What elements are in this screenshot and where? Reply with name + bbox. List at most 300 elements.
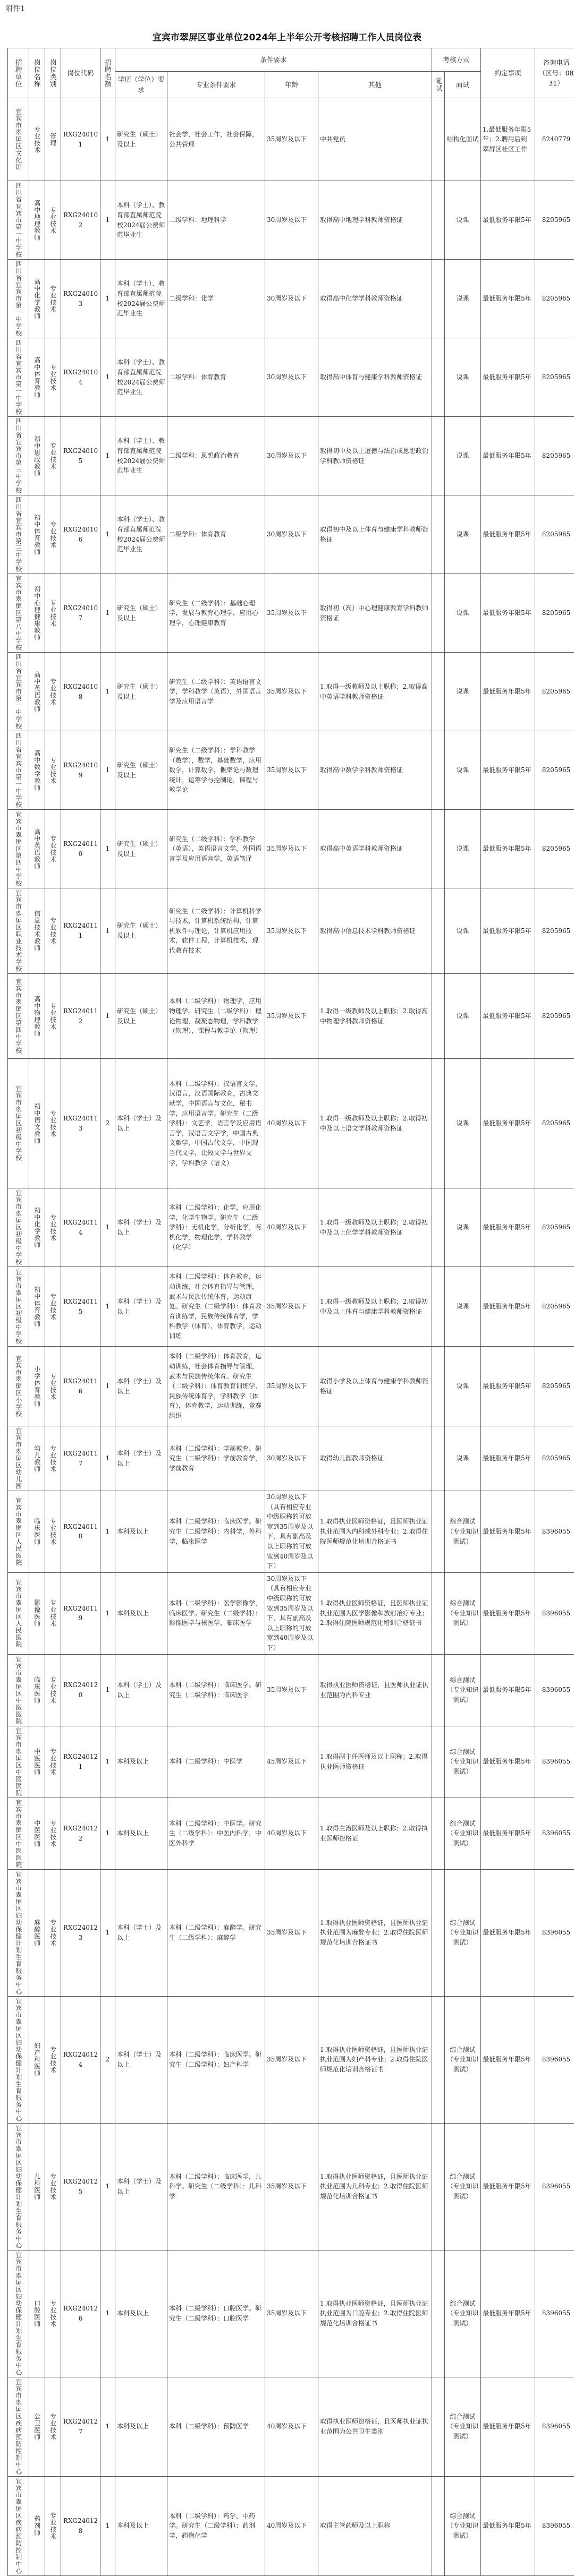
position-code-cell: RXG240101 bbox=[61, 98, 100, 181]
position-name-cell: 中医医师 bbox=[29, 1726, 45, 1798]
unit-cell: 宜宾市翠屏区小学校 bbox=[8, 1347, 29, 1426]
interview-cell: 综合测试（专业知识测试） bbox=[445, 2377, 481, 2476]
table-row bbox=[8, 1426, 574, 1491]
interview-cell: 说课 bbox=[445, 1188, 481, 1267]
education-cell: 本科（学士）、教育部直属师范院校2024届公费师范毕业生 bbox=[115, 181, 167, 260]
unit-cell: 宜宾市翠屏区人民医院 bbox=[8, 1572, 29, 1654]
education-cell: 本科及以上 bbox=[115, 2377, 167, 2476]
major-cell: 本科（二级学科）：体育教育，运动训练，社会体育指导与管理，武术与民族传统体育，运动康复。研究生（二级学科）：体育教育训练学，民族传统体育学，学科教学（体育），体育教学，运动训练 bbox=[167, 1267, 265, 1347]
interview-cell: 综合测试（专业知识测试） bbox=[445, 1726, 481, 1798]
agreement-cell: 1.最低服务年限5年；2.聘用后到翠屏区社区工作 bbox=[481, 98, 535, 181]
written-cell bbox=[432, 1426, 445, 1491]
header-agreement: 约定事项 bbox=[481, 48, 535, 98]
position-type-cell: 专业技术 bbox=[45, 260, 61, 338]
education-cell: 研究生（硕士）及以上 bbox=[115, 810, 167, 888]
phone-cell: 8205965 bbox=[535, 574, 574, 653]
position-code-cell: RXG240119 bbox=[61, 1572, 100, 1654]
written-cell bbox=[432, 260, 445, 338]
phone-cell: 8396055 bbox=[535, 1654, 574, 1726]
position-name-cell: 麻醉医师 bbox=[29, 1869, 45, 1996]
header-quota: 招聘名额 bbox=[100, 48, 115, 98]
quota-cell: 1 bbox=[100, 1726, 115, 1798]
agreement-cell: 最低服务年限5年 bbox=[481, 1654, 535, 1726]
table-row bbox=[8, 1188, 574, 1267]
education-cell: 本科及以上 bbox=[115, 1491, 167, 1573]
written-cell bbox=[432, 1267, 445, 1347]
quota-cell: 1 bbox=[100, 417, 115, 495]
major-cell: 研究生（二级学科）：计算机科学与技术，计算机系统结构，计算机软件与理论，计算机应用技术，软件工程，计算机技术，现代教育技术 bbox=[167, 888, 265, 974]
table-row bbox=[8, 260, 574, 338]
interview-cell: 说课 bbox=[445, 417, 481, 495]
position-name-cell: 初中思政教师 bbox=[29, 417, 45, 495]
position-code-cell: RXG240111 bbox=[61, 888, 100, 974]
agreement-cell: 最低服务年限5年 bbox=[481, 260, 535, 338]
position-name-cell: 幼儿教师 bbox=[29, 1426, 45, 1491]
written-cell bbox=[432, 574, 445, 653]
education-cell: 本科（学士）及以上 bbox=[115, 1869, 167, 1996]
position-name-cell: 药剂师 bbox=[29, 2476, 45, 2575]
header-position-code: 岗位代码 bbox=[61, 48, 100, 98]
written-cell bbox=[432, 2377, 445, 2476]
agreement-cell: 最低服务年限5年 bbox=[481, 1869, 535, 1996]
major-cell: 本科（二级学科）：化学，应用化学，化学生物学。研究生（二级学科）：无机化学，分析化学，有机化学，物理化学，学科教学（化学） bbox=[167, 1188, 265, 1267]
major-cell: 本科（二级学科）：临床医学。研究生（二级学科）：内科学，外科学，临床医学 bbox=[167, 1491, 265, 1573]
age-cell: 30周岁及以下（具有相应专业中级职称的可放宽到35周岁及以下，具有副高及以上职称的可放宽到40周岁及以下） bbox=[265, 1572, 318, 1654]
position-code-cell: RXG240103 bbox=[61, 260, 100, 338]
age-cell: 35周岁及以下 bbox=[265, 653, 318, 731]
education-cell: 本科（学士）及以上 bbox=[115, 1654, 167, 1726]
position-type-cell: 专业技术 bbox=[45, 338, 61, 417]
age-cell: 40周岁及以下 bbox=[265, 1059, 318, 1188]
position-name-cell: 高中地理教师 bbox=[29, 181, 45, 260]
position-type-cell: 专业技术 bbox=[45, 1572, 61, 1654]
phone-cell: 8205965 bbox=[535, 495, 574, 574]
unit-cell: 宜宾市翠屏区幼儿园 bbox=[8, 1426, 29, 1491]
header-position-type: 岗位类别 bbox=[45, 48, 61, 98]
phone-cell: 8396055 bbox=[535, 1869, 574, 1996]
position-type-cell: 专业技术 bbox=[45, 1059, 61, 1188]
position-name-cell: 初中体育教师 bbox=[29, 495, 45, 574]
table-row bbox=[8, 1572, 574, 1654]
interview-cell: 综合测试（专业知识测试） bbox=[445, 1654, 481, 1726]
other-cell: 1.取得一级教师及以上职称；2.取得高中英语学科教师资格证 bbox=[318, 653, 432, 731]
position-code-cell: RXG240115 bbox=[61, 1267, 100, 1347]
position-code-cell: RXG240107 bbox=[61, 574, 100, 653]
agreement-cell: 最低服务年限5年 bbox=[481, 2250, 535, 2377]
agreement-cell: 最低服务年限5年 bbox=[481, 1188, 535, 1267]
position-name-cell: 妇产科医师 bbox=[29, 1996, 45, 2123]
position-type-cell: 管理 bbox=[45, 98, 61, 181]
agreement-cell: 最低服务年限5年 bbox=[481, 1267, 535, 1347]
age-cell: 35周岁及以下 bbox=[265, 1996, 318, 2123]
age-cell: 35周岁及以下 bbox=[265, 810, 318, 888]
major-cell: 本科（二级学科）：药学，中药学。研究生（二级学科）：药剂学，药物化学 bbox=[167, 2476, 265, 2575]
major-cell: 本科（二级学科）：中医学。研究生（二级学科）：中医内科学，中医外科学 bbox=[167, 1798, 265, 1869]
table-row bbox=[8, 1996, 574, 2123]
position-type-cell: 专业技术 bbox=[45, 1726, 61, 1798]
table-row bbox=[8, 2250, 574, 2377]
unit-cell: 宜宾市翠屏区人民医院 bbox=[8, 1491, 29, 1573]
education-cell: 研究生（硕士）及以上 bbox=[115, 974, 167, 1059]
position-name-cell: 公卫医师 bbox=[29, 2377, 45, 2476]
phone-cell: 8205965 bbox=[535, 1188, 574, 1267]
unit-cell: 四川省宜宾市第一中学校 bbox=[8, 653, 29, 731]
major-cell: 本科（二级学科）：汉语言文学，汉语言，汉语国际教育，古典文献学，中国语言与文化，秘书学，应用语言学。研究生（二级学科）：文艺学，语言学及应用语言学，汉语言文字学，中国古典文献学，中国古代文学，中国现当代文学，比较文学与世界文学，学科教学（语文） bbox=[167, 1059, 265, 1188]
interview-cell: 说课 bbox=[445, 974, 481, 1059]
phone-cell: 8396055 bbox=[535, 1996, 574, 2123]
position-name-cell: 初中语文教师 bbox=[29, 1059, 45, 1188]
position-type-cell: 专业技术 bbox=[45, 2250, 61, 2377]
written-cell bbox=[432, 810, 445, 888]
interview-cell: 综合测试（专业知识测试） bbox=[445, 2476, 481, 2575]
education-cell: 本科（学士）及以上 bbox=[115, 1267, 167, 1347]
table-row bbox=[8, 731, 574, 810]
quota-cell: 1 bbox=[100, 181, 115, 260]
position-table bbox=[7, 48, 574, 2576]
unit-cell: 宜宾市翠屏区妇幼保健计划生育服务中心 bbox=[8, 1869, 29, 1996]
position-code-cell: RXG240123 bbox=[61, 1869, 100, 1996]
agreement-cell: 最低服务年限5年 bbox=[481, 1798, 535, 1869]
major-cell: 社会学，社会工作，社会保障，公共管理 bbox=[167, 98, 265, 181]
interview-cell: 说课 bbox=[445, 888, 481, 974]
table-row bbox=[8, 495, 574, 574]
age-cell: 35周岁及以下 bbox=[265, 1869, 318, 1996]
position-type-cell: 专业技术 bbox=[45, 1188, 61, 1267]
education-cell: 本科（学士）、教育部直属师范院校2024届公费师范毕业生 bbox=[115, 495, 167, 574]
major-cell: 二级学科：思想政治教育 bbox=[167, 417, 265, 495]
major-cell: 研究生（二级学科）：学科教学（数学），数学，基础数学，应用数学，计算数学，概率论与数理统计，运筹学与控制论，课程与教学论 bbox=[167, 731, 265, 810]
quota-cell: 2 bbox=[100, 1996, 115, 2123]
unit-cell: 宜宾市翠屏区妇幼保健计划生育服务中心 bbox=[8, 2250, 29, 2377]
header-education: 学历（学位）要求 bbox=[115, 72, 167, 98]
position-type-cell: 专业技术 bbox=[45, 1347, 61, 1426]
phone-cell: 8205965 bbox=[535, 653, 574, 731]
phone-cell: 8205965 bbox=[535, 417, 574, 495]
unit-cell: 宜宾市翠屏区第四中学校 bbox=[8, 810, 29, 888]
position-code-cell: RXG240121 bbox=[61, 1726, 100, 1798]
unit-cell: 四川省宜宾市第一中学校 bbox=[8, 338, 29, 417]
phone-cell: 8205965 bbox=[535, 810, 574, 888]
education-cell: 本科（学士）及以上 bbox=[115, 1996, 167, 2123]
table-row bbox=[8, 810, 574, 888]
age-cell: 35周岁及以下 bbox=[265, 974, 318, 1059]
agreement-cell: 最低服务年限5年 bbox=[481, 2123, 535, 2250]
major-cell: 二级学科：体育教育 bbox=[167, 338, 265, 417]
position-name-cell: 初中体育教师 bbox=[29, 1267, 45, 1347]
quota-cell: 1 bbox=[100, 2123, 115, 2250]
major-cell: 二级学科：化学 bbox=[167, 260, 265, 338]
table-row bbox=[8, 974, 574, 1059]
phone-cell: 8396055 bbox=[535, 2377, 574, 2476]
table-row bbox=[8, 2123, 574, 2250]
position-type-cell: 专业技术 bbox=[45, 1267, 61, 1347]
agreement-cell: 最低服务年限5年 bbox=[481, 1996, 535, 2123]
major-cell: 本科（二级学科）：中医学 bbox=[167, 1726, 265, 1798]
other-cell: 取得执业医师资格证，且医师执业证执业范围为公共卫生类别 bbox=[318, 2377, 432, 2476]
header-exam-method: 考核方式 bbox=[432, 48, 481, 72]
other-cell: 取得高中地理学科教师资格证 bbox=[318, 181, 432, 260]
header-major: 专业条件要求 bbox=[167, 72, 265, 98]
education-cell: 本科（学士）及以上 bbox=[115, 1347, 167, 1426]
phone-cell: 8396055 bbox=[535, 1726, 574, 1798]
major-cell: 研究生（二级学科）：学科教学（英语），英语语言文学，外国语言学及应用语言学，英语笔译 bbox=[167, 810, 265, 888]
position-code-cell: RXG240102 bbox=[61, 181, 100, 260]
phone-cell: 8205965 bbox=[535, 260, 574, 338]
unit-cell: 四川省宜宾市第三中学校 bbox=[8, 417, 29, 495]
unit-cell: 宜宾市翠屏区初级中学校 bbox=[8, 1059, 29, 1188]
interview-cell: 说课 bbox=[445, 181, 481, 260]
written-cell bbox=[432, 1726, 445, 1798]
table-row bbox=[8, 1059, 574, 1188]
major-cell: 本科（二级学科）：麻醉学。研究生（二级学科）：麻醉学 bbox=[167, 1869, 265, 1996]
interview-cell: 说课 bbox=[445, 731, 481, 810]
written-cell bbox=[432, 2250, 445, 2377]
position-type-cell: 专业技术 bbox=[45, 731, 61, 810]
education-cell: 研究生（硕士）及以上 bbox=[115, 574, 167, 653]
position-name-cell: 高中化学教师 bbox=[29, 260, 45, 338]
position-type-cell: 专业技术 bbox=[45, 974, 61, 1059]
education-cell: 本科（学士）及以上 bbox=[115, 1188, 167, 1267]
quota-cell: 1 bbox=[100, 653, 115, 731]
major-cell: 本科（二级学科）：物理学，应用物理学。研究生（二级学科）：理论物理，凝聚态物理，学科教学（物理），课程与教学论（物理） bbox=[167, 974, 265, 1059]
interview-cell: 综合测试（专业知识测试） bbox=[445, 1798, 481, 1869]
age-cell: 35周岁及以下 bbox=[265, 731, 318, 810]
phone-cell: 8396055 bbox=[535, 2250, 574, 2377]
agreement-cell: 最低服务年限5年 bbox=[481, 653, 535, 731]
position-code-cell: RXG240109 bbox=[61, 731, 100, 810]
written-cell bbox=[432, 1996, 445, 2123]
education-cell: 本科及以上 bbox=[115, 1572, 167, 1654]
other-cell: 1.取得主治医师及以上职称；2.取得执业医师资格证 bbox=[318, 1798, 432, 1869]
other-cell: 1.取得执业医师资格证，且医师执业证执业范围为口腔专业；2.取得住院医师规范化培训合格证书 bbox=[318, 2250, 432, 2377]
other-cell: 1.取得执业医师资格证，且医师执业证执业范围为麻醉专业；2.取得住院医师规范化培训合格证书 bbox=[318, 1869, 432, 1996]
unit-cell: 宜宾市翠屏区第八中学校 bbox=[8, 574, 29, 653]
interview-cell: 说课 bbox=[445, 1347, 481, 1426]
other-cell: 取得初中及以上体育与健康学科教师资格证 bbox=[318, 495, 432, 574]
interview-cell: 综合测试（专业知识测试） bbox=[445, 1572, 481, 1654]
written-cell bbox=[432, 1654, 445, 1726]
interview-cell: 综合测试（专业知识测试） bbox=[445, 2123, 481, 2250]
other-cell: 取得幼儿园教师资格证 bbox=[318, 1426, 432, 1491]
position-name-cell: 高中英语教师 bbox=[29, 810, 45, 888]
header-age: 年龄 bbox=[265, 72, 318, 98]
interview-cell: 综合测试（专业知识测试） bbox=[445, 1869, 481, 1996]
position-code-cell: RXG240110 bbox=[61, 810, 100, 888]
written-cell bbox=[432, 1572, 445, 1654]
table-row bbox=[8, 1267, 574, 1347]
position-code-cell: RXG240105 bbox=[61, 417, 100, 495]
major-cell: 本科（二级学科）：临床医学。研究生（二级学科）：妇产科学 bbox=[167, 1996, 265, 2123]
age-cell: 35周岁及以下 bbox=[265, 98, 318, 181]
position-type-cell: 专业技术 bbox=[45, 417, 61, 495]
position-type-cell: 专业技术 bbox=[45, 1869, 61, 1996]
table-row bbox=[8, 338, 574, 417]
header-unit: 招聘单位 bbox=[8, 48, 29, 98]
agreement-cell: 最低服务年限5年 bbox=[481, 888, 535, 974]
quota-cell: 1 bbox=[100, 1654, 115, 1726]
agreement-cell: 最低服务年限5年 bbox=[481, 1491, 535, 1573]
position-name-cell: 高中英语教师 bbox=[29, 653, 45, 731]
interview-cell: 说课 bbox=[445, 653, 481, 731]
position-type-cell: 专业技术 bbox=[45, 888, 61, 974]
age-cell: 40周岁及以下 bbox=[265, 1188, 318, 1267]
education-cell: 本科及以上 bbox=[115, 2476, 167, 2575]
other-cell: 1.取得执业医师资格证，且医师执业证执业范围为内科或外科专业；2.取得住院医师规范化培训合格证书 bbox=[318, 1491, 432, 1573]
other-cell: 1.取得执业医师资格证，且医师执业证执业范围为儿科专业；2.取得住院医师规范化培训合格证书 bbox=[318, 2123, 432, 2250]
table-row bbox=[8, 1726, 574, 1798]
interview-cell: 说课 bbox=[445, 1059, 481, 1188]
age-cell: 30周岁及以下 bbox=[265, 338, 318, 417]
table-row bbox=[8, 98, 574, 181]
quota-cell: 1 bbox=[100, 1572, 115, 1654]
agreement-cell: 最低服务年限5年 bbox=[481, 574, 535, 653]
other-cell: 1.取得一级教师及以上职称；2.取得高中物理学科教师资格证 bbox=[318, 974, 432, 1059]
phone-cell: 8205965 bbox=[535, 1426, 574, 1491]
other-cell: 中共党员 bbox=[318, 98, 432, 181]
education-cell: 本科（学士）及以上 bbox=[115, 2123, 167, 2250]
phone-cell: 8205965 bbox=[535, 338, 574, 417]
position-type-cell: 专业技术 bbox=[45, 1996, 61, 2123]
quota-cell: 1 bbox=[100, 810, 115, 888]
position-code-cell: RXG240114 bbox=[61, 1188, 100, 1267]
position-type-cell: 专业技术 bbox=[45, 1798, 61, 1869]
position-code-cell: RXG240118 bbox=[61, 1491, 100, 1573]
position-type-cell: 专业技术 bbox=[45, 2123, 61, 2250]
position-name-cell: 临床医师 bbox=[29, 1654, 45, 1726]
age-cell: 30周岁及以下 bbox=[265, 417, 318, 495]
other-cell: 取得高中化学学科教师资格证 bbox=[318, 260, 432, 338]
unit-cell: 宜宾市翠屏区职业技术学校 bbox=[8, 888, 29, 974]
attachment-label: 附件1 bbox=[5, 3, 25, 14]
other-cell: 取得高中信息技术学科教师资格证 bbox=[318, 888, 432, 974]
position-type-cell: 专业技术 bbox=[45, 1426, 61, 1491]
education-cell: 研究生（硕士）及以上 bbox=[115, 888, 167, 974]
age-cell: 30周岁及以下（具有相应专业中级职称的可放宽到35周岁及以下，具有副高及以上职称的可放宽到40周岁及以下） bbox=[265, 1491, 318, 1573]
agreement-cell: 最低服务年限5年 bbox=[481, 1347, 535, 1426]
position-type-cell: 专业技术 bbox=[45, 810, 61, 888]
age-cell: 35周岁及以下 bbox=[265, 1654, 318, 1726]
major-cell: 本科（二级学科）：临床医学，儿科学。研究生（二级学科）：儿科学 bbox=[167, 2123, 265, 2250]
phone-cell: 8396055 bbox=[535, 1572, 574, 1654]
table-row bbox=[8, 1654, 574, 1726]
position-type-cell: 专业技术 bbox=[45, 2377, 61, 2476]
table-row bbox=[8, 2476, 574, 2575]
agreement-cell: 最低服务年限5年 bbox=[481, 417, 535, 495]
quota-cell: 1 bbox=[100, 888, 115, 974]
quota-cell: 1 bbox=[100, 260, 115, 338]
other-cell: 1.取得副主任医师及以上职称；2.取得执业医师资格证 bbox=[318, 1726, 432, 1798]
quota-cell: 1 bbox=[100, 1426, 115, 1491]
position-code-cell: RXG240128 bbox=[61, 2476, 100, 2575]
position-code-cell: RXG240120 bbox=[61, 1654, 100, 1726]
written-cell bbox=[432, 98, 445, 181]
position-rows bbox=[8, 98, 574, 2576]
agreement-cell: 最低服务年限5年 bbox=[481, 1426, 535, 1491]
agreement-cell: 最低服务年限5年 bbox=[481, 974, 535, 1059]
position-name-cell: 口腔医师 bbox=[29, 2250, 45, 2377]
written-cell bbox=[432, 1188, 445, 1267]
other-cell: 取得初中及以上道德与法治或思想政治学科教师资格证 bbox=[318, 417, 432, 495]
other-cell: 1.取得一级教师及以上职称；2.取得初中及以上体育与健康学科教师资格证 bbox=[318, 1267, 432, 1347]
position-name-cell: 小学体育教师 bbox=[29, 1347, 45, 1426]
unit-cell: 四川省宜宾市第一中学校 bbox=[8, 260, 29, 338]
header-interview: 面试 bbox=[445, 72, 481, 98]
document-title: 宜宾市翠屏区事业单位2024年上半年公开考核招聘工作人员岗位表 bbox=[0, 30, 574, 43]
quota-cell: 1 bbox=[100, 731, 115, 810]
phone-cell: 8205965 bbox=[535, 731, 574, 810]
phone-cell: 8396055 bbox=[535, 1798, 574, 1869]
unit-cell: 宜宾市翠屏区初级中学校 bbox=[8, 1188, 29, 1267]
age-cell: 40周岁及以下 bbox=[265, 2476, 318, 2575]
table-row bbox=[8, 574, 574, 653]
position-name-cell: 初中心理健康教师 bbox=[29, 574, 45, 653]
other-cell: 取得高中数学学科教师资格证 bbox=[318, 731, 432, 810]
written-cell bbox=[432, 181, 445, 260]
major-cell: 二级学科：体育教育 bbox=[167, 495, 265, 574]
interview-cell: 说课 bbox=[445, 260, 481, 338]
age-cell: 40周岁及以下 bbox=[265, 2377, 318, 2476]
other-cell: 取得主管药师及以上职称 bbox=[318, 2476, 432, 2575]
other-cell: 取得初（高）中心理健康教育学科教师资格证 bbox=[318, 574, 432, 653]
education-cell: 本科及以上 bbox=[115, 1726, 167, 1798]
written-cell bbox=[432, 974, 445, 1059]
interview-cell: 说课 bbox=[445, 810, 481, 888]
position-code-cell: RXG240126 bbox=[61, 2250, 100, 2377]
interview-cell: 综合测试（专业知识测试） bbox=[445, 1491, 481, 1573]
position-code-cell: RXG240104 bbox=[61, 338, 100, 417]
quota-cell: 1 bbox=[100, 2250, 115, 2377]
position-name-cell: 儿科医师 bbox=[29, 2123, 45, 2250]
quota-cell: 1 bbox=[100, 2377, 115, 2476]
major-cell: 研究生（二级学科）：基础心理学，发展与教育心理学，应用心理学，心理健康教育 bbox=[167, 574, 265, 653]
position-type-cell: 专业技术 bbox=[45, 1654, 61, 1726]
position-type-cell: 专业技术 bbox=[45, 574, 61, 653]
position-name-cell: 专业技术 bbox=[29, 98, 45, 181]
other-cell: 取得小学及以上体育与健康学科教师资格证 bbox=[318, 1347, 432, 1426]
education-cell: 本科（学士）及以上 bbox=[115, 1059, 167, 1188]
position-name-cell: 临床医师 bbox=[29, 1491, 45, 1573]
other-cell: 1.取得执业医师资格证，且医师执业证执业范围为医学影像和放射治疗专业；2.取得住院医师规范化培训合格证书 bbox=[318, 1572, 432, 1654]
quota-cell: 1 bbox=[100, 338, 115, 417]
education-cell: 本科（学士）、教育部直属师范院校2024届公费师范毕业生 bbox=[115, 417, 167, 495]
position-type-cell: 专业技术 bbox=[45, 1491, 61, 1573]
header-phone: 咨询电话（区号：0831） bbox=[535, 48, 574, 98]
education-cell: 研究生（硕士）及以上 bbox=[115, 653, 167, 731]
position-name-cell: 初中化学教师 bbox=[29, 1188, 45, 1267]
table-row bbox=[8, 1347, 574, 1426]
phone-cell: 8205965 bbox=[535, 1347, 574, 1426]
unit-cell: 宜宾市翠屏区文化馆 bbox=[8, 98, 29, 181]
written-cell bbox=[432, 653, 445, 731]
other-cell: 1.取得一级教师及以上职称；2.取得初中及以上语文学科教师资格证 bbox=[318, 1059, 432, 1188]
major-cell: 本科（二级学科）：临床医学。研究生（二级学科）：临床医学 bbox=[167, 1654, 265, 1726]
position-code-cell: RXG240113 bbox=[61, 1059, 100, 1188]
quota-cell: 1 bbox=[100, 2476, 115, 2575]
agreement-cell: 最低服务年限5年 bbox=[481, 810, 535, 888]
agreement-cell: 最低服务年限5年 bbox=[481, 1572, 535, 1654]
age-cell: 35周岁及以下 bbox=[265, 888, 318, 974]
phone-cell: 8205965 bbox=[535, 974, 574, 1059]
agreement-cell: 最低服务年限5年 bbox=[481, 2377, 535, 2476]
education-cell: 研究生（硕士）及以上 bbox=[115, 98, 167, 181]
interview-cell: 综合测试（专业知识测试） bbox=[445, 1996, 481, 2123]
age-cell: 35周岁及以下 bbox=[265, 2123, 318, 2250]
interview-cell: 说课 bbox=[445, 338, 481, 417]
interview-cell: 说课 bbox=[445, 1426, 481, 1491]
other-cell: 取得高中体育与健康学科教师资格证 bbox=[318, 338, 432, 417]
quota-cell: 1 bbox=[100, 1188, 115, 1267]
header-other: 其他 bbox=[318, 72, 432, 98]
